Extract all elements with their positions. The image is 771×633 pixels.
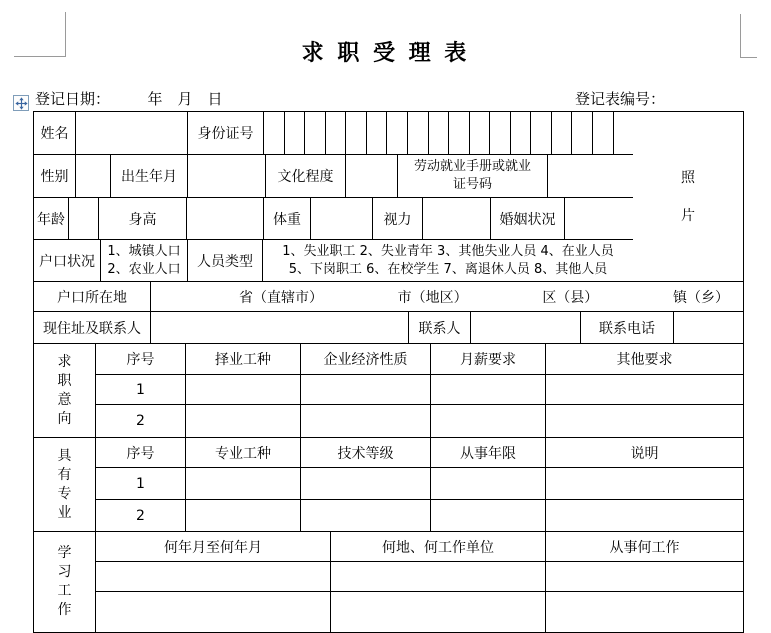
personal-info-block — [34, 112, 743, 282]
work-done-input-cell[interactable] — [546, 592, 743, 632]
row-gender-birth-edu — [34, 155, 633, 198]
history-header-row — [96, 532, 743, 562]
employment-manual-label: 劳动就业手册或就业证号码 — [398, 155, 548, 197]
contact-person-label: 联系人 — [409, 312, 471, 343]
row-hukou-type — [34, 240, 633, 281]
work-done-header: 从事何工作 — [609, 539, 680, 556]
province-label: 省（直辖市） — [239, 289, 323, 306]
birthdate-input-cell[interactable] — [188, 155, 266, 197]
vision-label: 视力 — [373, 198, 423, 239]
profession-section-label: 具有专业 — [34, 438, 96, 531]
row-name-id — [34, 112, 633, 155]
workplace-input-cell[interactable] — [331, 592, 546, 632]
history-row-2 — [96, 592, 743, 632]
marriage-input-cell[interactable] — [565, 198, 633, 239]
workplace-input-cell[interactable] — [331, 562, 546, 591]
id-digit-cell[interactable] — [326, 112, 347, 154]
contact-phone-input-cell[interactable] — [674, 312, 743, 343]
employment-manual-input-cell[interactable] — [548, 155, 633, 197]
weight-input-cell[interactable] — [311, 198, 373, 239]
id-digit-cell[interactable] — [346, 112, 367, 154]
history-section-label: 学习工作 — [34, 532, 96, 632]
work-done-input-cell[interactable] — [546, 562, 743, 591]
hukou-option-rural[interactable]: 2、农业人口 — [107, 261, 181, 277]
seq-header: 序号 — [96, 438, 186, 467]
years-engaged-input-cell[interactable] — [431, 500, 546, 531]
photo-cell[interactable] — [633, 112, 743, 281]
vision-input-cell[interactable] — [423, 198, 491, 239]
gender-label: 性别 — [34, 155, 76, 197]
application-form-table — [33, 111, 744, 633]
section-history — [34, 532, 743, 632]
workplace-header: 何地、何工作单位 — [331, 532, 546, 561]
form-title: 求 职 受 理 表 — [301, 41, 470, 66]
enterprise-nature-header: 企业经济性质 — [301, 344, 431, 374]
contact-phone-label: 联系电话 — [581, 312, 674, 343]
contact-person-input-cell[interactable] — [471, 312, 581, 343]
id-digit-cell[interactable] — [614, 112, 634, 154]
period-input-cell[interactable] — [96, 592, 331, 632]
id-digit-cell[interactable] — [387, 112, 408, 154]
salary-input-cell[interactable] — [431, 405, 546, 437]
profession-trade-header: 专业工种 — [186, 438, 301, 467]
other-requirements-input-cell[interactable] — [546, 405, 743, 437]
profession-trade-input-cell[interactable] — [186, 468, 301, 499]
seq-number: 1 — [96, 375, 186, 404]
age-label: 年龄 — [34, 198, 69, 239]
hukou-status-label: 户口状况 — [34, 240, 101, 281]
name-input-cell[interactable] — [76, 112, 188, 154]
enterprise-nature-input-cell[interactable] — [301, 405, 431, 437]
id-digit-cell[interactable] — [490, 112, 511, 154]
profession-trade-input-cell[interactable] — [186, 500, 301, 531]
id-digit-cell[interactable] — [593, 112, 614, 154]
name-label: 姓名 — [34, 112, 76, 154]
address-input-cell[interactable] — [151, 312, 409, 343]
personnel-type-options-line1[interactable]: 1、失业职工 2、失业青年 3、其他失业人员 4、在业人员 — [282, 243, 614, 259]
profession-header-row — [96, 438, 743, 468]
education-label: 文化程度 — [266, 155, 346, 197]
notes-header: 说明 — [630, 445, 659, 462]
id-digit-cell[interactable] — [285, 112, 306, 154]
move-arrows-icon — [15, 97, 28, 110]
id-digit-cell[interactable] — [367, 112, 388, 154]
id-digit-cell[interactable] — [572, 112, 593, 154]
salary-input-cell[interactable] — [431, 375, 546, 404]
education-input-cell[interactable] — [346, 155, 398, 197]
job-intention-row-2 — [96, 405, 743, 437]
registration-number-label: 登记表编号： — [575, 90, 666, 108]
other-requirements-input-cell[interactable] — [546, 375, 743, 404]
id-digit-cell[interactable] — [429, 112, 450, 154]
period-input-cell[interactable] — [96, 562, 331, 591]
id-digit-cell[interactable] — [305, 112, 326, 154]
id-digit-cell[interactable] — [511, 112, 532, 154]
job-intention-header-row — [96, 344, 743, 375]
district-label: 区（县） — [542, 289, 599, 306]
seq-number: 1 — [96, 468, 186, 499]
notes-input-cell[interactable] — [546, 468, 743, 499]
seq-number: 2 — [96, 405, 186, 437]
id-digit-cell[interactable] — [264, 112, 285, 154]
skill-level-header: 技术等级 — [301, 438, 431, 467]
town-label: 镇（乡） — [672, 289, 729, 306]
id-digit-cell[interactable] — [408, 112, 429, 154]
seq-number: 2 — [96, 500, 186, 531]
years-engaged-header: 从事年限 — [431, 438, 546, 467]
row-address-contact — [34, 312, 743, 344]
trade-header: 择业工种 — [186, 344, 301, 374]
weight-label: 体重 — [264, 198, 311, 239]
trade-input-cell[interactable] — [186, 405, 301, 437]
skill-level-input-cell[interactable] — [301, 468, 431, 499]
personnel-type-label: 人员类型 — [188, 240, 263, 281]
id-digit-cell[interactable] — [552, 112, 573, 154]
registration-date-line: 登记日期： 年 月 日 — [35, 90, 223, 108]
hukou-location-label: 户口所在地 — [34, 282, 151, 311]
city-label: 市（地区） — [397, 289, 468, 306]
personnel-type-options-line2[interactable]: 5、下岗职工 6、在校学生 7、离退休人员 8、其他人员 — [288, 261, 608, 277]
job-intention-row-1 — [96, 375, 743, 405]
gender-input-cell[interactable] — [76, 155, 111, 197]
other-requirements-header: 其他要求 — [616, 352, 673, 368]
personnel-type-options[interactable] — [263, 240, 633, 281]
row-hukou-location — [34, 282, 743, 312]
job-intention-section-label: 求职意向 — [34, 344, 96, 437]
years-engaged-input-cell[interactable] — [431, 468, 546, 499]
row-age-body — [34, 198, 633, 240]
enterprise-nature-input-cell[interactable] — [301, 375, 431, 404]
id-digit-cell[interactable] — [470, 112, 491, 154]
skill-level-input-cell[interactable] — [301, 500, 431, 531]
photo-label: 照片 — [681, 169, 695, 224]
hukou-location-input-cell[interactable] — [151, 282, 743, 311]
section-profession — [34, 438, 743, 532]
marriage-label: 婚姻状况 — [491, 198, 565, 239]
salary-header: 月薪要求 — [431, 344, 546, 374]
age-input-cell[interactable] — [69, 198, 99, 239]
trade-input-cell[interactable] — [186, 375, 301, 404]
profession-row-1 — [96, 468, 743, 500]
profession-row-2 — [96, 500, 743, 531]
notes-input-cell[interactable] — [546, 500, 743, 531]
height-input-cell[interactable] — [187, 198, 264, 239]
hukou-options[interactable] — [101, 240, 188, 281]
id-digit-cell[interactable] — [449, 112, 470, 154]
period-header: 何年月至何年月 — [96, 532, 331, 561]
id-digit-cell[interactable] — [531, 112, 552, 154]
address-contact-label: 现住址及联系人 — [34, 312, 151, 343]
table-move-handle[interactable] — [13, 95, 29, 111]
history-row-1 — [96, 562, 743, 592]
id-digit-grid — [264, 112, 633, 154]
section-job-intention — [34, 344, 743, 438]
birthdate-label: 出生年月 — [111, 155, 188, 197]
id-number-label: 身份证号 — [188, 112, 264, 154]
hukou-option-urban[interactable]: 1、城镇人口 — [107, 243, 181, 259]
height-label: 身高 — [99, 198, 187, 239]
seq-header: 序号 — [96, 344, 186, 374]
